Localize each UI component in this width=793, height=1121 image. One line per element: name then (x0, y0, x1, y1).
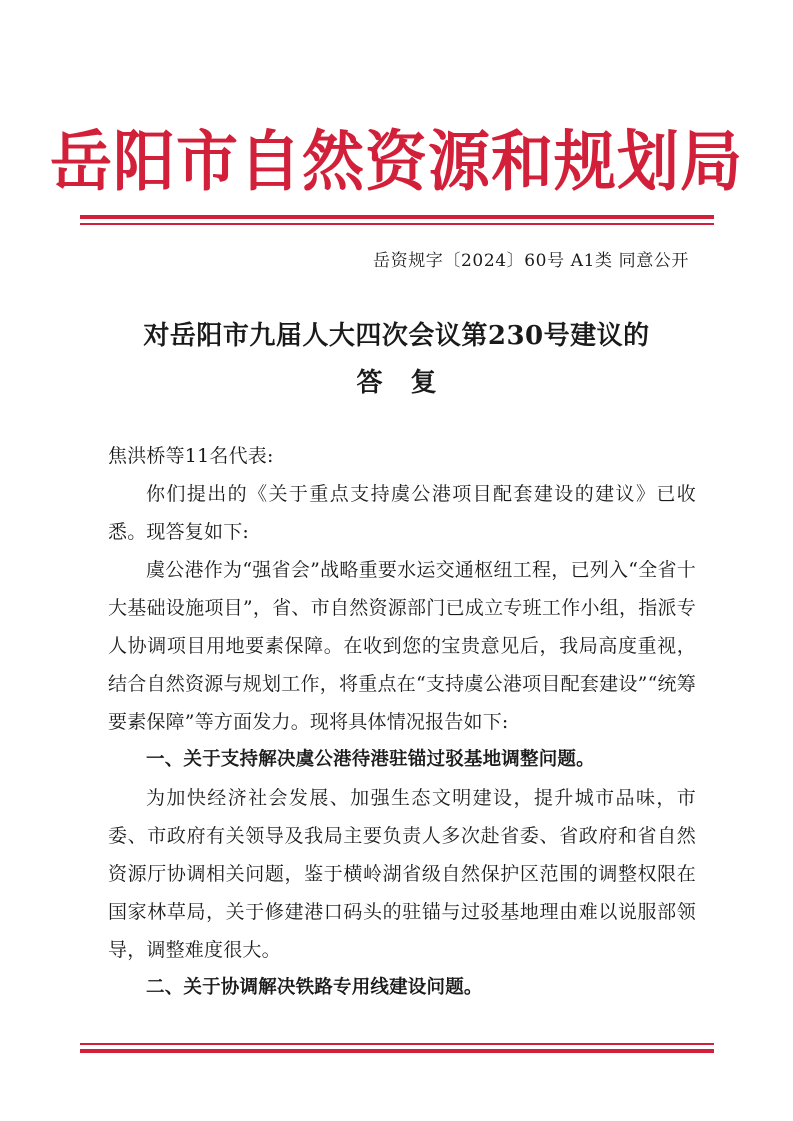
body-paragraph: 为加快经济社会发展、加强生态文明建设，提升城市品味，市委、市政府有关领导及我局主要负责人多次赴省委、省政府和省自然资源厅协调相关问题，鉴于横岭湖省级自然保护区范围的调整权限在国家林草局，关于修建港口码头的驻锚与过驳基地理由难以说服部领导，调整难度很大。 (108, 787, 696, 961)
footer-rule-thin (80, 1043, 714, 1045)
salutation: 焦洪桥等11名代表: (108, 445, 274, 467)
header-rule-thick (80, 215, 714, 219)
body-paragraph: 你们提出的《关于重点支持虞公港项目配套建设的建议》已收悉。现答复如下: (108, 483, 696, 543)
header-rule-thin (80, 223, 714, 225)
section-heading: 二、关于协调解决铁路专用线建设问题。 (146, 977, 483, 998)
document-number: 岳资规字〔2024〕60号 A1类 同意公开 (373, 251, 689, 271)
document-body (108, 437, 696, 1007)
agency-masthead: 岳阳市自然资源和规划局 (49, 123, 743, 200)
document-title-line2: 答复 (356, 368, 465, 398)
body-paragraph: 虞公港作为“强省会”战略重要水运交通枢纽工程，已列入“全省十大基础设施项目”，省、市自然资源部门已成立专班工作小组，指派专人协调项目用地要素保障。在收到您的宝贵意见后，我局高度重视，结合自然资源与规划工作，将重点在“支持虞公港项目配套建设”“统筹要素保障”等方面发力。现将具体情况报告如下: (108, 559, 696, 733)
footer-rule-thick (80, 1049, 714, 1053)
section-heading: 一、关于支持解决虞公港待港驻锚过驳基地调整问题。 (146, 749, 595, 770)
document-title-line1: 对岳阳市九届人大四次会议第230号建议的 (143, 321, 650, 351)
